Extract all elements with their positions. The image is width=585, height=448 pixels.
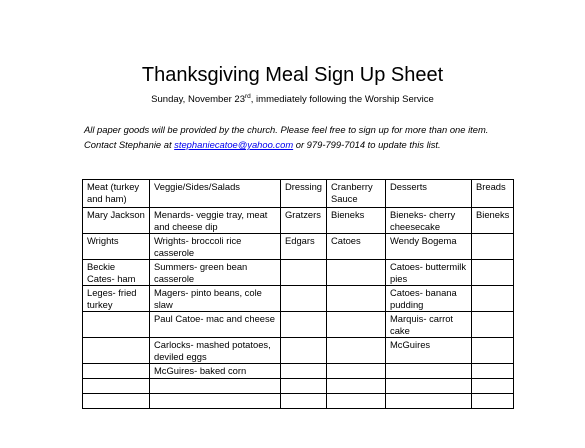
table-row <box>83 364 514 379</box>
table-row <box>83 234 514 260</box>
table-cell <box>472 338 514 364</box>
table-row <box>83 208 514 234</box>
table-cell <box>327 364 386 379</box>
table-row <box>83 312 514 338</box>
table-cell <box>472 234 514 260</box>
table-cell: McGuires- baked corn <box>150 364 281 379</box>
table-cell: Edgars <box>281 234 327 260</box>
table-cell <box>281 286 327 312</box>
table-row <box>83 379 514 394</box>
table-cell <box>327 312 386 338</box>
table-cell <box>327 286 386 312</box>
event-subtitle <box>0 94 585 106</box>
table-cell: Marquis- carrot cake <box>386 312 472 338</box>
table-cell <box>281 338 327 364</box>
table-cell: Summers- green bean casserole <box>150 260 281 286</box>
table-row <box>83 260 514 286</box>
table-cell <box>327 338 386 364</box>
table-cell <box>386 394 472 409</box>
table-cell: Wrights <box>83 234 150 260</box>
instructions <box>84 122 554 152</box>
table-cell: Carlocks- mashed potatoes, deviled eggs <box>150 338 281 364</box>
subtitle-date: Sunday, November 23 <box>151 94 245 105</box>
table-cell: Wendy Bogema <box>386 234 472 260</box>
table-cell <box>472 286 514 312</box>
table-cell <box>83 338 150 364</box>
table-cell <box>472 379 514 394</box>
header-cranberry: Cranberry Sauce <box>327 180 386 208</box>
table-cell <box>150 379 281 394</box>
header-breads: Breads <box>472 180 514 208</box>
subtitle-ordinal: rd <box>245 92 251 100</box>
table-cell: Bieneks- cherry cheesecake <box>386 208 472 234</box>
table-cell <box>472 312 514 338</box>
table-cell <box>83 312 150 338</box>
table-cell: Leges- fried turkey <box>83 286 150 312</box>
table-cell <box>83 379 150 394</box>
table-cell <box>281 312 327 338</box>
instructions-line-1: All paper goods will be provided by the church. Please feel free to sign up for more than one item. <box>84 124 489 135</box>
table-cell <box>472 260 514 286</box>
table-cell: Paul Catoe- mac and cheese <box>150 312 281 338</box>
table-row <box>83 286 514 312</box>
subtitle-detail: , immediately following the Worship Service <box>250 94 434 105</box>
page-title: Thanksgiving Meal Sign Up Sheet <box>141 64 444 86</box>
table-cell: Bieneks <box>472 208 514 234</box>
table-cell <box>281 379 327 394</box>
table-cell: McGuires <box>386 338 472 364</box>
table-cell: Beckie Cates- ham <box>83 260 150 286</box>
table-cell <box>386 379 472 394</box>
header-veggie: Veggie/Sides/Salads <box>150 180 281 208</box>
table-cell: Magers- pinto beans, cole slaw <box>150 286 281 312</box>
table-cell <box>150 394 281 409</box>
table-cell: Catoes <box>327 234 386 260</box>
table-cell <box>281 260 327 286</box>
table-cell <box>83 364 150 379</box>
table-row <box>83 338 514 364</box>
signup-table <box>82 179 514 409</box>
header-dressing: Dressing <box>281 180 327 208</box>
header-desserts: Desserts <box>386 180 472 208</box>
table-cell: Wrights- broccoli rice casserole <box>150 234 281 260</box>
table-cell <box>472 364 514 379</box>
table-row <box>83 394 514 409</box>
table-cell: Catoes- buttermilk pies <box>386 260 472 286</box>
table-cell <box>281 394 327 409</box>
table-header-row <box>83 180 514 208</box>
contact-email-link[interactable]: stephaniecatoe@yahoo.com <box>174 139 294 150</box>
contact-suffix: or 979-799-7014 to update this list. <box>293 139 441 150</box>
contact-prefix: Contact Stephanie at <box>84 139 175 150</box>
table-cell <box>472 394 514 409</box>
table-cell <box>327 379 386 394</box>
table-cell <box>386 364 472 379</box>
header-meat: Meat (turkey and ham) <box>83 180 150 208</box>
table-cell: Mary Jackson <box>83 208 150 234</box>
table-cell <box>327 394 386 409</box>
table-cell: Catoes- banana pudding <box>386 286 472 312</box>
table-cell <box>281 364 327 379</box>
instructions-line-2 <box>84 137 554 152</box>
table-cell: Bieneks <box>327 208 386 234</box>
table-cell: Menards- veggie tray, meat and cheese dip <box>150 208 281 234</box>
table-cell: Gratzers <box>281 208 327 234</box>
table-cell <box>327 260 386 286</box>
table-cell <box>83 394 150 409</box>
